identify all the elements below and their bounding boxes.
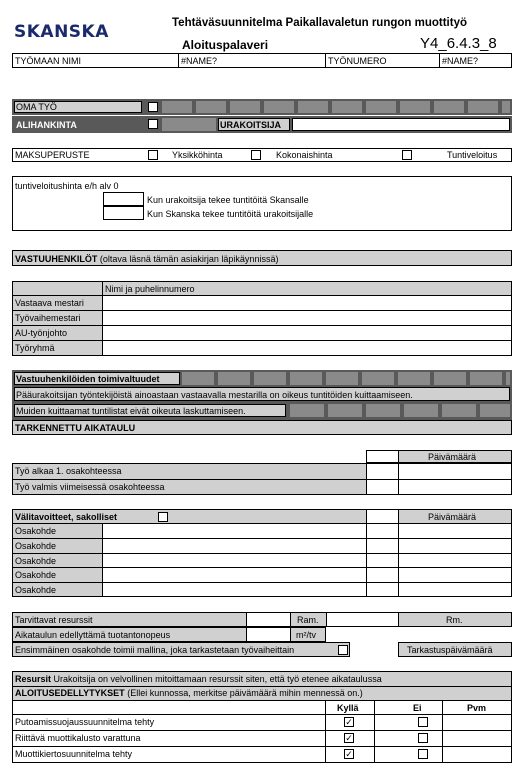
document-subtitle: Aloituspalaveri xyxy=(182,38,269,52)
model-check-checkbox[interactable] xyxy=(338,645,348,655)
check-date-label: Tarkastuspäivämäärä xyxy=(407,645,493,655)
total-price-label: Kokonaishinta xyxy=(276,150,333,160)
production-unit: m²/tv xyxy=(296,630,316,640)
ram-label: Ram. xyxy=(297,615,319,625)
unit-price-checkbox[interactable] xyxy=(148,150,158,160)
resources-note-bold: Resursit xyxy=(15,674,52,684)
hourly-label: Tuntiveloitus xyxy=(447,150,498,160)
prerequisite-no-checkbox[interactable] xyxy=(418,749,428,759)
site-number-label: TYÖNUMERO xyxy=(328,56,387,66)
schedule-row-label: Työ alkaa 1. osakohteessa xyxy=(15,466,122,476)
hourly-rate-label: tuntiveloitushinta e/h alv 0 xyxy=(15,181,119,191)
site-name-label: TYÖMAAN NIMI xyxy=(15,56,82,66)
resources-note-rest: Urakoitsija on velvollinen mitoittamaan resurssit siten, että työ etenee aikataulussa xyxy=(53,674,382,684)
subcontract-label: ALIHANKINTA xyxy=(16,120,77,130)
col-yes-label: Kyllä xyxy=(337,703,359,713)
col-no-label: Ei xyxy=(413,703,422,713)
authority-line-1: Pääurakoitsijan työntekijöistä ainoastaan vastaavalla mestarilla on oikeus tuntitöiden kuittaamiseen. xyxy=(16,390,413,400)
milestone-row-label: Osakohde xyxy=(15,570,57,580)
responsible-row-label: AU-työnjohto xyxy=(15,328,68,338)
site-number-value[interactable]: #NAME? xyxy=(442,56,479,66)
responsible-col-header: Nimi ja puhelinnumero xyxy=(105,284,195,294)
responsible-input[interactable] xyxy=(104,327,509,339)
prerequisite-row-label: Riittävä muottikalusto varattuna xyxy=(15,733,141,743)
prerequisite-no-checkbox[interactable] xyxy=(418,717,428,727)
hourly-rate-row-1: Kun urakoitsija tekee tuntitöitä Skansalle xyxy=(147,195,309,205)
site-row xyxy=(12,53,512,68)
milestone-row-label: Osakohde xyxy=(15,585,57,595)
responsible-input[interactable] xyxy=(104,342,509,354)
responsible-input[interactable] xyxy=(104,297,509,309)
model-check-label: Ensimmäinen osakohde toimii mallina, joka tarkastetaan työvaiheittain xyxy=(15,646,295,655)
rm-label: Rm. xyxy=(446,615,463,625)
milestones-heading: Välitavoitteet, sakolliset xyxy=(15,512,118,522)
hourly-rate-input-1[interactable] xyxy=(103,192,144,206)
hourly-rate-row-2: Kun Skanska tekee tuntitöitä urakoitsijalle xyxy=(147,209,314,219)
prerequisite-yes-checkbox[interactable]: ✓ xyxy=(345,749,353,759)
schedule-row-label: Työ valmis viimeisessä osakohteessa xyxy=(15,482,165,492)
prerequisite-yes-checkbox[interactable]: ✓ xyxy=(345,717,353,727)
authority-heading: Vastuuhenkilöiden toimivaltuudet xyxy=(16,374,160,384)
production-rate-label: Aikataulun edellyttämä tuotantonopeus xyxy=(15,630,171,640)
schedule-heading-label: TARKENNETTU AIKATAULU xyxy=(15,423,136,433)
contractor-input[interactable] xyxy=(292,118,510,131)
site-name-value[interactable]: #NAME? xyxy=(181,56,218,66)
subcontract-checkbox[interactable] xyxy=(148,119,158,129)
authority-line-2: Muiden kuittaamat tuntilistat eivät oikeuta laskuttamiseen. xyxy=(16,406,246,416)
prerequisite-no-checkbox[interactable] xyxy=(418,733,428,743)
prerequisite-row-label: Putoamissuojaussuunnitelma tehty xyxy=(15,717,155,727)
responsible-row-label: Työryhmä xyxy=(15,343,55,353)
unit-price-label: Yksikköhinta xyxy=(172,150,223,160)
resources-label: Tarvittavat resurssit xyxy=(15,615,93,625)
hourly-checkbox[interactable] xyxy=(402,150,412,160)
total-price-checkbox[interactable] xyxy=(251,150,261,160)
own-work-checkbox[interactable] xyxy=(148,102,158,112)
milestone-row-label: Osakohde xyxy=(15,541,57,551)
milestone-row-label: Osakohde xyxy=(15,526,57,536)
responsible-row-label: Työvaihemestari xyxy=(15,313,81,323)
schedule-date-input[interactable] xyxy=(400,481,510,493)
payment-label: MAKSUPERUSTE xyxy=(15,150,90,160)
prerequisite-row-label: Muottikiertosuunnitelma tehty xyxy=(15,749,133,759)
own-work-label: OMA TYÖ xyxy=(16,102,57,112)
col-date-label: Pvm xyxy=(467,703,487,713)
prerequisite-yes-checkbox[interactable]: ✓ xyxy=(345,733,353,743)
document-code: Y4_6.4.3_8 xyxy=(420,35,497,52)
hourly-rate-input-2[interactable] xyxy=(103,206,144,220)
schedule-date-input[interactable] xyxy=(400,465,510,477)
prerequisites-heading-rest: (Ellei kunnossa, merkitse päivämäärä mihin mennessä on.) xyxy=(127,688,363,698)
responsible-heading-rest: (oltava läsnä tämän asiakirjan läpikäynnissä) xyxy=(99,254,279,264)
milestone-row-label: Osakohde xyxy=(15,556,57,566)
responsible-heading-bold: VASTUUHENKILÖT xyxy=(15,254,98,264)
schedule-date-header: Päivämäärä xyxy=(428,452,477,462)
prerequisites-heading-bold: ALOITUSEDELLYTYKSET xyxy=(15,688,125,698)
responsible-input[interactable] xyxy=(104,312,509,324)
contractor-label: URAKOITSIJA xyxy=(220,120,282,130)
milestones-date-header: Päivämäärä xyxy=(428,512,477,522)
responsible-row-label: Vastaava mestari xyxy=(15,298,84,308)
document-title: Tehtäväsuunnitelma Paikallavaletun rungon muottityö xyxy=(172,17,468,29)
milestones-checkbox[interactable] xyxy=(158,512,168,522)
skanska-logo: SKANSKA xyxy=(14,22,109,42)
